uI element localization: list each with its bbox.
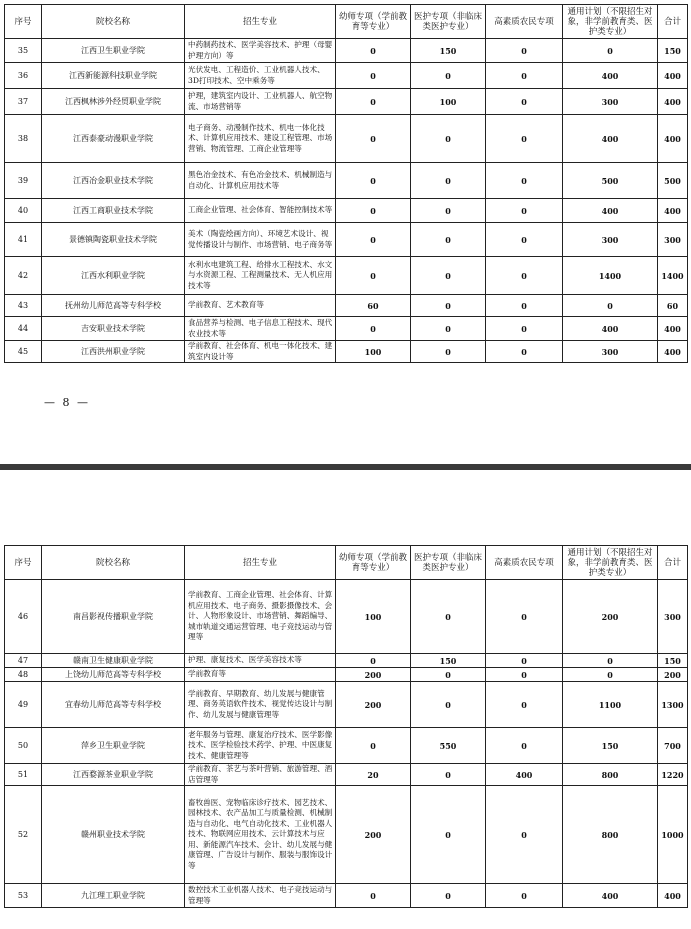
header-preschool: 幼师专项（学前教育等专业） — [336, 5, 411, 39]
row-medical: 0 — [411, 63, 486, 89]
row-major: 学前教育等 — [185, 668, 336, 682]
row-farmer: 0 — [486, 199, 563, 223]
row-general: 200 — [563, 580, 658, 654]
row-medical: 0 — [411, 341, 486, 363]
row-index: 38 — [5, 115, 42, 163]
table-row — [5, 257, 688, 295]
row-major: 电子商务、动漫制作技术、机电一体化技术、计算机应用技术、建设工程管理、市场营销、物流管理、工商企业管理等 — [185, 115, 336, 163]
row-general: 400 — [563, 317, 658, 341]
row-school: 景德镇陶瓷职业技术学院 — [42, 223, 185, 257]
row-major: 学前教育、早期教育、幼儿发展与健康管理、商务英语软件技术、视觉传达设计与制作、幼儿发展与健康管理等 — [185, 682, 336, 728]
row-general: 1400 — [563, 257, 658, 295]
row-medical: 0 — [411, 163, 486, 199]
row-school: 江西婺源茶业职业学院 — [42, 764, 185, 786]
row-general: 800 — [563, 764, 658, 786]
row-major: 学前教育、社会体育、机电一体化技术、建筑室内设计等 — [185, 341, 336, 363]
row-school: 上饶幼儿师范高等专科学校 — [42, 668, 185, 682]
row-total: 1300 — [658, 682, 688, 728]
row-index: 46 — [5, 580, 42, 654]
page-separator — [0, 458, 691, 472]
row-farmer: 0 — [486, 317, 563, 341]
row-general: 1100 — [563, 682, 658, 728]
row-index: 47 — [5, 654, 42, 668]
row-index: 50 — [5, 728, 42, 764]
row-total: 1000 — [658, 786, 688, 884]
row-medical: 0 — [411, 682, 486, 728]
row-school: 江西水利职业学院 — [42, 257, 185, 295]
row-school: 江西泰豪动漫职业学院 — [42, 115, 185, 163]
enrollment-table-1 — [4, 4, 688, 363]
row-school: 宜春幼儿师范高等专科学校 — [42, 682, 185, 728]
row-general: 0 — [563, 654, 658, 668]
row-total: 400 — [658, 89, 688, 115]
row-medical: 550 — [411, 728, 486, 764]
row-index: 49 — [5, 682, 42, 728]
header-medical: 医护专项（非临床类医护专业） — [411, 546, 486, 580]
row-index: 42 — [5, 257, 42, 295]
row-preschool: 0 — [336, 63, 411, 89]
table-row — [5, 39, 688, 63]
row-general: 300 — [563, 89, 658, 115]
row-index: 36 — [5, 63, 42, 89]
row-total: 400 — [658, 63, 688, 89]
row-school: 江西冶金职业技术学院 — [42, 163, 185, 199]
row-preschool: 20 — [336, 764, 411, 786]
row-major: 水利水电建筑工程、给排水工程技术、水文与水资源工程、工程测量技术、无人机应用技术等 — [185, 257, 336, 295]
row-major: 老年服务与管理、康复治疗技术、医学影像技术、医学检验技术药学、护理、中医康复技术、健康管理等 — [185, 728, 336, 764]
row-major: 护理、康复技术、医学美容技术等 — [185, 654, 336, 668]
row-farmer: 0 — [486, 163, 563, 199]
row-preschool: 0 — [336, 223, 411, 257]
row-preschool: 0 — [336, 317, 411, 341]
row-total: 150 — [658, 654, 688, 668]
row-farmer: 0 — [486, 668, 563, 682]
row-major: 学前教育、艺术教育等 — [185, 295, 336, 317]
header-index: 序号 — [5, 5, 42, 39]
row-major: 学前教育、茶艺与茶叶营销、旅游管理、酒店管理等 — [185, 764, 336, 786]
row-index: 44 — [5, 317, 42, 341]
row-farmer: 0 — [486, 223, 563, 257]
table-header-row — [5, 5, 688, 39]
header-medical: 医护专项（非临床类医护专业） — [411, 5, 486, 39]
row-general: 800 — [563, 786, 658, 884]
row-preschool: 0 — [336, 654, 411, 668]
row-general: 0 — [563, 295, 658, 317]
row-preschool: 0 — [336, 728, 411, 764]
row-medical: 0 — [411, 257, 486, 295]
row-general: 400 — [563, 115, 658, 163]
row-school: 赣南卫生健康职业学院 — [42, 654, 185, 668]
row-preschool: 0 — [336, 39, 411, 63]
row-school: 江西枫林涉外经贸职业学院 — [42, 89, 185, 115]
row-school: 江西新能源科技职业学院 — [42, 63, 185, 89]
row-index: 40 — [5, 199, 42, 223]
row-medical: 0 — [411, 668, 486, 682]
row-farmer: 0 — [486, 580, 563, 654]
row-major: 中药制药技术、医学美容技术、护理（母婴护理方向）等 — [185, 39, 336, 63]
row-total: 400 — [658, 115, 688, 163]
table-row — [5, 63, 688, 89]
header-preschool: 幼师专项（学前教育等专业） — [336, 546, 411, 580]
row-total: 1400 — [658, 257, 688, 295]
row-index: 48 — [5, 668, 42, 682]
table-row — [5, 163, 688, 199]
row-medical: 150 — [411, 654, 486, 668]
table-row — [5, 668, 688, 682]
row-total: 400 — [658, 199, 688, 223]
header-general: 通用计划（不限招生对象，非学前教育类、医护类专业） — [563, 546, 658, 580]
row-preschool: 200 — [336, 682, 411, 728]
row-index: 41 — [5, 223, 42, 257]
row-general: 400 — [563, 199, 658, 223]
row-major: 黑色冶金技术、有色冶金技术、机械制造与自动化、计算机应用技术等 — [185, 163, 336, 199]
row-medical: 0 — [411, 115, 486, 163]
row-school: 赣州职业技术学院 — [42, 786, 185, 884]
table-row — [5, 317, 688, 341]
row-index: 53 — [5, 884, 42, 908]
table-row — [5, 223, 688, 257]
row-major: 工商企业管理、社会体育、智能控制技术等 — [185, 199, 336, 223]
row-major: 畜牧兽医、宠物临床诊疗技术、园艺技术、园林技术、农产品加工与质量检测、机械制造与自动化、电气自动化技术、工业机器人技术、物联网应用技术、云计算技术与应用、新能源汽车技术、会计、幼儿发展与健康管理、广告设计与制作、服装与服饰设计等 — [185, 786, 336, 884]
row-total: 400 — [658, 884, 688, 908]
row-major: 光伏发电、工程造价、工业机器人技术、3D打印技术、空中乘务等 — [185, 63, 336, 89]
table-row — [5, 786, 688, 884]
row-medical: 0 — [411, 199, 486, 223]
table-row — [5, 654, 688, 668]
row-preschool: 100 — [336, 341, 411, 363]
row-total: 150 — [658, 39, 688, 63]
header-general: 通用计划（不限招生对象，非学前教育类、医护类专业） — [563, 5, 658, 39]
table-row — [5, 115, 688, 163]
header-major: 招生专业 — [185, 546, 336, 580]
row-preschool: 0 — [336, 199, 411, 223]
row-index: 52 — [5, 786, 42, 884]
header-total: 合计 — [658, 546, 688, 580]
table-row — [5, 89, 688, 115]
row-farmer: 0 — [486, 682, 563, 728]
row-preschool: 0 — [336, 163, 411, 199]
row-farmer: 400 — [486, 764, 563, 786]
row-index: 35 — [5, 39, 42, 63]
row-general: 0 — [563, 668, 658, 682]
header-farmer: 高素质农民专项 — [486, 5, 563, 39]
table-row — [5, 682, 688, 728]
row-index: 39 — [5, 163, 42, 199]
row-farmer: 0 — [486, 728, 563, 764]
row-general: 300 — [563, 223, 658, 257]
row-total: 500 — [658, 163, 688, 199]
header-index: 序号 — [5, 546, 42, 580]
row-total: 60 — [658, 295, 688, 317]
page-number: — 8 — — [44, 396, 90, 409]
row-preschool: 0 — [336, 257, 411, 295]
row-major: 食品营养与检测、电子信息工程技术、现代农业技术等 — [185, 317, 336, 341]
row-preschool: 0 — [336, 115, 411, 163]
row-farmer: 0 — [486, 89, 563, 115]
row-total: 400 — [658, 341, 688, 363]
row-medical: 0 — [411, 764, 486, 786]
row-school: 江西工商职业技术学院 — [42, 199, 185, 223]
header-school: 院校名称 — [42, 5, 185, 39]
row-school: 九江理工职业学院 — [42, 884, 185, 908]
row-medical: 0 — [411, 786, 486, 884]
table-row — [5, 728, 688, 764]
row-school: 抚州幼儿师范高等专科学校 — [42, 295, 185, 317]
row-index: 51 — [5, 764, 42, 786]
row-preschool: 0 — [336, 89, 411, 115]
row-school: 江西卫生职业学院 — [42, 39, 185, 63]
row-farmer: 0 — [486, 39, 563, 63]
row-preschool: 100 — [336, 580, 411, 654]
row-total: 700 — [658, 728, 688, 764]
table-row — [5, 341, 688, 363]
separator-bar — [0, 464, 691, 470]
row-farmer: 0 — [486, 115, 563, 163]
row-major: 学前教育、工商企业管理、社会体育、计算机应用技术、电子商务、摄影摄像技术、会计、人物形象设计、市场营销、舞蹈编导、城市轨道交通运营管理、电子竞技运动与管理等 — [185, 580, 336, 654]
row-medical: 150 — [411, 39, 486, 63]
table-row — [5, 764, 688, 786]
table-row — [5, 295, 688, 317]
row-total: 1220 — [658, 764, 688, 786]
row-major: 护理，建筑室内设计、工业机器人、航空物流、市场营销等 — [185, 89, 336, 115]
row-general: 500 — [563, 163, 658, 199]
row-major: 数控技术工业机器人技术、电子竞技运动与管理等 — [185, 884, 336, 908]
table-row — [5, 884, 688, 908]
row-medical: 100 — [411, 89, 486, 115]
header-major: 招生专业 — [185, 5, 336, 39]
header-farmer: 高素质农民专项 — [486, 546, 563, 580]
header-total: 合计 — [658, 5, 688, 39]
row-school: 南昌影视传播职业学院 — [42, 580, 185, 654]
page-2 — [0, 472, 691, 929]
row-farmer: 0 — [486, 341, 563, 363]
row-index: 43 — [5, 295, 42, 317]
row-general: 300 — [563, 341, 658, 363]
row-preschool: 60 — [336, 295, 411, 317]
row-general: 400 — [563, 884, 658, 908]
row-farmer: 0 — [486, 257, 563, 295]
row-index: 45 — [5, 341, 42, 363]
table-row — [5, 199, 688, 223]
row-farmer: 0 — [486, 884, 563, 908]
table-header-row — [5, 546, 688, 580]
page-1 — [0, 0, 691, 458]
row-general: 150 — [563, 728, 658, 764]
row-farmer: 0 — [486, 63, 563, 89]
row-total: 200 — [658, 668, 688, 682]
enrollment-table-2 — [4, 545, 688, 908]
row-medical: 0 — [411, 884, 486, 908]
row-index: 37 — [5, 89, 42, 115]
row-preschool: 200 — [336, 668, 411, 682]
row-medical: 0 — [411, 317, 486, 341]
row-general: 400 — [563, 63, 658, 89]
row-total: 300 — [658, 223, 688, 257]
row-medical: 0 — [411, 223, 486, 257]
row-medical: 0 — [411, 295, 486, 317]
row-school: 吉安职业技术学院 — [42, 317, 185, 341]
row-total: 400 — [658, 317, 688, 341]
row-farmer: 0 — [486, 786, 563, 884]
header-school: 院校名称 — [42, 546, 185, 580]
row-total: 300 — [658, 580, 688, 654]
row-farmer: 0 — [486, 654, 563, 668]
row-preschool: 0 — [336, 884, 411, 908]
row-school: 江西洪州职业学院 — [42, 341, 185, 363]
row-medical: 0 — [411, 580, 486, 654]
table-row — [5, 580, 688, 654]
row-major: 美术（陶瓷绘画方向）、环境艺术设计、视觉传播设计与制作、市场营销、电子商务等 — [185, 223, 336, 257]
row-school: 萍乡卫生职业学院 — [42, 728, 185, 764]
row-preschool: 200 — [336, 786, 411, 884]
row-general: 0 — [563, 39, 658, 63]
row-farmer: 0 — [486, 295, 563, 317]
